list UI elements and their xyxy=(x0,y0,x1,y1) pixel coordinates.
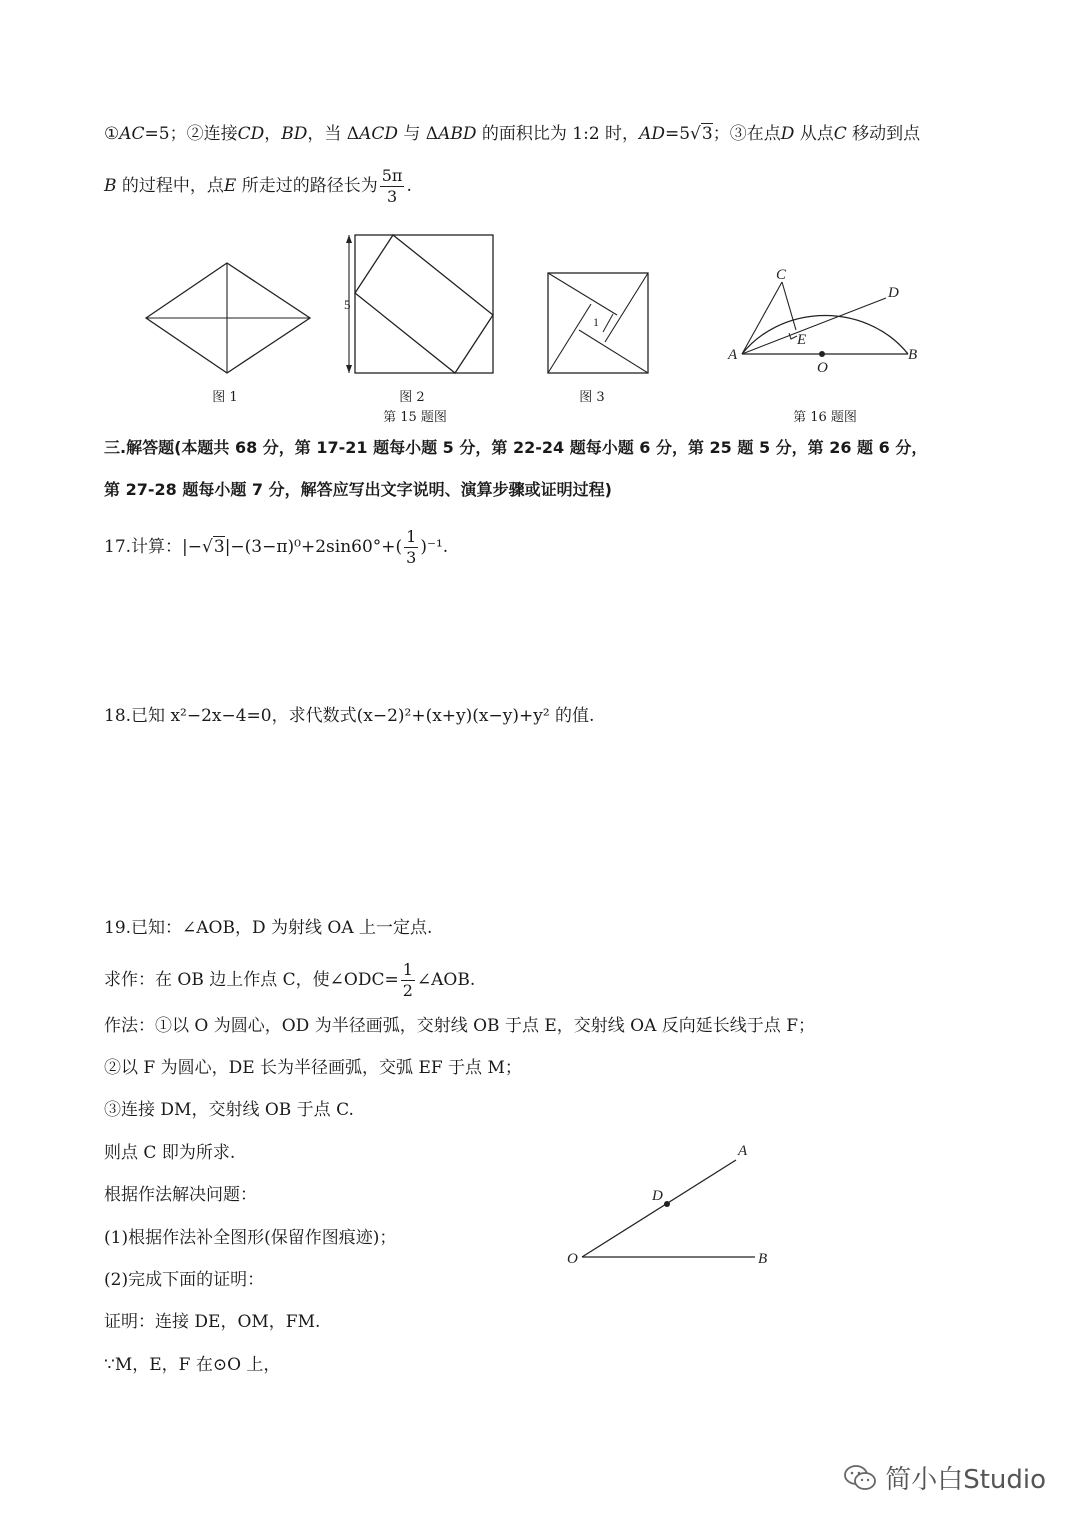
text: 移动到点 xyxy=(846,124,921,144)
section-heading-1: 三.解答题(本题共 68 分，第 17-21 题每小题 5 分，第 22-24 题每小题 6 分，第 25 题 5 分，第 26 题 6 分， xyxy=(104,438,928,457)
fig3-side-label: 1 xyxy=(593,315,599,329)
point-d-label: D xyxy=(888,285,899,301)
figure-1-rhombus xyxy=(140,255,320,385)
text: )⁻¹. xyxy=(420,537,449,557)
text: ；③在点 xyxy=(712,124,781,144)
text: C xyxy=(833,124,847,144)
text: 3 xyxy=(406,548,417,567)
q19-point-o: O xyxy=(567,1251,578,1267)
text: 的过程中，点 xyxy=(116,176,224,196)
text: 2 xyxy=(402,981,413,1000)
text: ， xyxy=(264,124,282,144)
text: 与 Δ xyxy=(397,124,439,144)
figure-2-square xyxy=(335,230,505,380)
text: ABD xyxy=(438,124,477,144)
point-a-label: A xyxy=(728,347,738,363)
q19-line-5: ③连接 DM，交射线 OB 于点 C. xyxy=(104,1100,354,1120)
text: AD xyxy=(639,124,665,144)
q19-point-a: A xyxy=(738,1143,748,1159)
text: . xyxy=(406,176,412,196)
fig3-caption: 图 3 xyxy=(579,390,605,405)
q19-line-3: 作法：①以 O 为圆心，OD 为半径画弧，交射线 OB 于点 E，交射线 OA 反向延长线于点 F； xyxy=(104,1016,815,1036)
q17-text: 17.计算：|−√3|−(3−π)⁰+2sin60°+( $\frac{1}{3}$ )⁻¹. xyxy=(104,527,449,567)
q18-text: 18.已知 x²−2x−4=0，求代数式(x−2)²+(x+y)(x−y)+y² 的值. xyxy=(104,706,595,726)
text: 17.计算：|− xyxy=(104,537,203,557)
wechat-icon xyxy=(843,1464,877,1492)
q15-text-line-2 xyxy=(104,166,412,207)
q16-caption: 第 16 题图 xyxy=(793,410,857,425)
text: AC xyxy=(119,124,145,144)
q19-line-8: (1)根据作法补全图形(保留作图痕迹)； xyxy=(104,1228,397,1248)
text: 求作：在 OB 边上作点 C，使∠ODC= xyxy=(104,970,399,990)
q15-caption: 第 15 题图 xyxy=(383,410,447,425)
text: 1 xyxy=(402,960,413,979)
text: BD xyxy=(281,124,308,144)
text: 的面积比为 1:2 时， xyxy=(476,124,640,144)
fraction xyxy=(404,527,418,568)
text: B xyxy=(104,176,117,196)
text: 从点 xyxy=(794,124,834,144)
text: 3 xyxy=(213,537,225,557)
q19-line-1: 19.已知：∠AOB，D 为射线 OA 上一定点. xyxy=(104,918,433,938)
watermark-text: 简小白Studio xyxy=(885,1465,1046,1495)
text: D xyxy=(780,124,795,144)
fraction xyxy=(401,960,415,1001)
q19-line-2 xyxy=(104,960,475,1001)
watermark xyxy=(843,1459,1046,1496)
section-heading-2: 第 27-28 题每小题 7 分，解答应写出文字说明、演算步骤或证明过程) xyxy=(104,480,612,499)
q19-line-11: ∵M，E，F 在⊙O 上， xyxy=(104,1355,281,1375)
figure-19-angle xyxy=(560,1140,780,1270)
figure-16-semicircle xyxy=(720,262,930,382)
text: 5π xyxy=(381,166,403,185)
text: 所走过的路径长为 xyxy=(236,176,378,196)
text: ① xyxy=(104,124,120,144)
text: 1 xyxy=(406,527,417,546)
point-c-label: C xyxy=(776,267,787,283)
text: 3 xyxy=(701,124,713,144)
q19-point-d: D xyxy=(652,1188,663,1204)
fig2-caption: 图 2 xyxy=(399,390,425,405)
q19-line-6: 则点 C 即为所求. xyxy=(104,1143,236,1163)
text: =5 xyxy=(664,124,691,144)
q19-line-7: 根据作法解决问题： xyxy=(104,1185,257,1205)
text: E xyxy=(223,176,237,196)
point-o-label: O xyxy=(817,360,828,376)
point-e-label: E xyxy=(797,332,807,348)
q19-line-4: ②以 F 为圆心，DE 长为半径画弧，交弧 EF 于点 M； xyxy=(104,1058,522,1078)
fig1-caption: 图 1 xyxy=(212,390,238,405)
text: ACD xyxy=(359,124,398,144)
fraction xyxy=(380,166,405,207)
q19-line-10: 证明：连接 DE，OM，FM. xyxy=(104,1312,321,1332)
q15-text-line-1: ①AC=5；②连接CD，BD，当 ΔACD 与 ΔABD 的面积比为 1:2 时，AD=5√3；③在点D 从点C 移动到点 xyxy=(104,124,921,144)
fig2-side-label: 5 xyxy=(344,297,351,312)
text: =5；②连接 xyxy=(144,124,238,144)
q19-line-9: (2)完成下面的证明： xyxy=(104,1270,265,1290)
text: |−(3−π)⁰+2sin60°+( xyxy=(224,537,403,557)
text: CD xyxy=(237,124,265,144)
q19-point-b: B xyxy=(758,1251,768,1267)
figure-3-square xyxy=(545,270,655,375)
point-b-label: B xyxy=(908,347,918,363)
text: ，当 Δ xyxy=(307,124,360,144)
text: 3 xyxy=(386,187,398,206)
text: ∠AOB. xyxy=(416,970,476,990)
